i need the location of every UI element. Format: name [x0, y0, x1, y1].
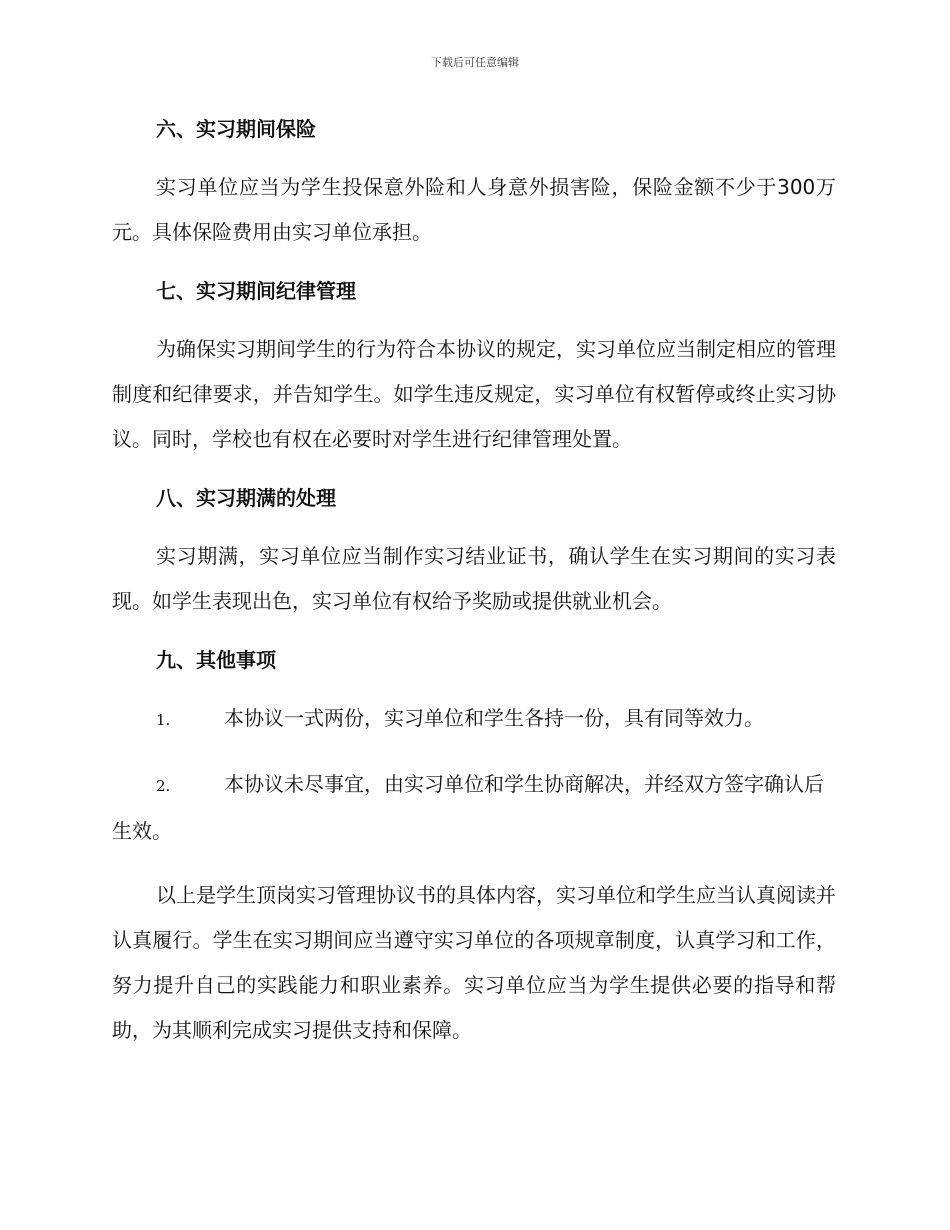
closing-paragraph: 以上是学生顶岗实习管理协议书的具体内容，实习单位和学生应当认真阅读并认真履行。学生在实习期间应当遵守实习单位的各项规章制度，认真学习和工作，努力提升自己的实践能力和职业素养。实习单位应当为学生提供必要的指导和帮助，为其顺利完成实习提供支持和保障。 — [112, 883, 836, 1042]
section-body-discipline: 为确保实习期间学生的行为符合本协议的规定，实习单位应当制定相应的管理制度和纪律要求，并告知学生。如学生违反规定，实习单位有权暂停或终止实习协议。同时，学校也有权在必要时对学生进行纪律管理处置。 — [112, 337, 836, 451]
section-heading-expiry: 八、实习期满的处理 — [156, 486, 336, 510]
header-note: 下载后可任意编辑 — [431, 56, 519, 69]
document-body — [112, 112, 836, 1053]
list-item — [112, 696, 836, 743]
list-item-text: 本协议未尽事宜，由实习单位和学生协商解决，并经双方签字确认后生效。 — [112, 772, 824, 843]
list-item-text: 本协议一式两份，实习单位和学生各持一份，具有同等效力。 — [224, 706, 764, 730]
section-body-expiry: 实习期满，实习单位应当制作实习结业证书，确认学生在实习期间的实习表现。如学生表现出色，实习单位有权给予奖励或提供就业机会。 — [112, 544, 836, 613]
section-heading-other: 九、其他事项 — [156, 648, 276, 672]
list-item — [112, 762, 836, 854]
list-item-number: 1. — [156, 711, 171, 729]
section-heading-discipline: 七、实习期间纪律管理 — [156, 279, 356, 303]
list-item-number: 2. — [156, 777, 171, 795]
section-heading-insurance: 六、实习期间保险 — [156, 117, 316, 141]
section-body-insurance: 实习单位应当为学生投保意外险和人身意外损害险，保险金额不少于300万元。具体保险费用由实习单位承担。 — [112, 175, 836, 244]
